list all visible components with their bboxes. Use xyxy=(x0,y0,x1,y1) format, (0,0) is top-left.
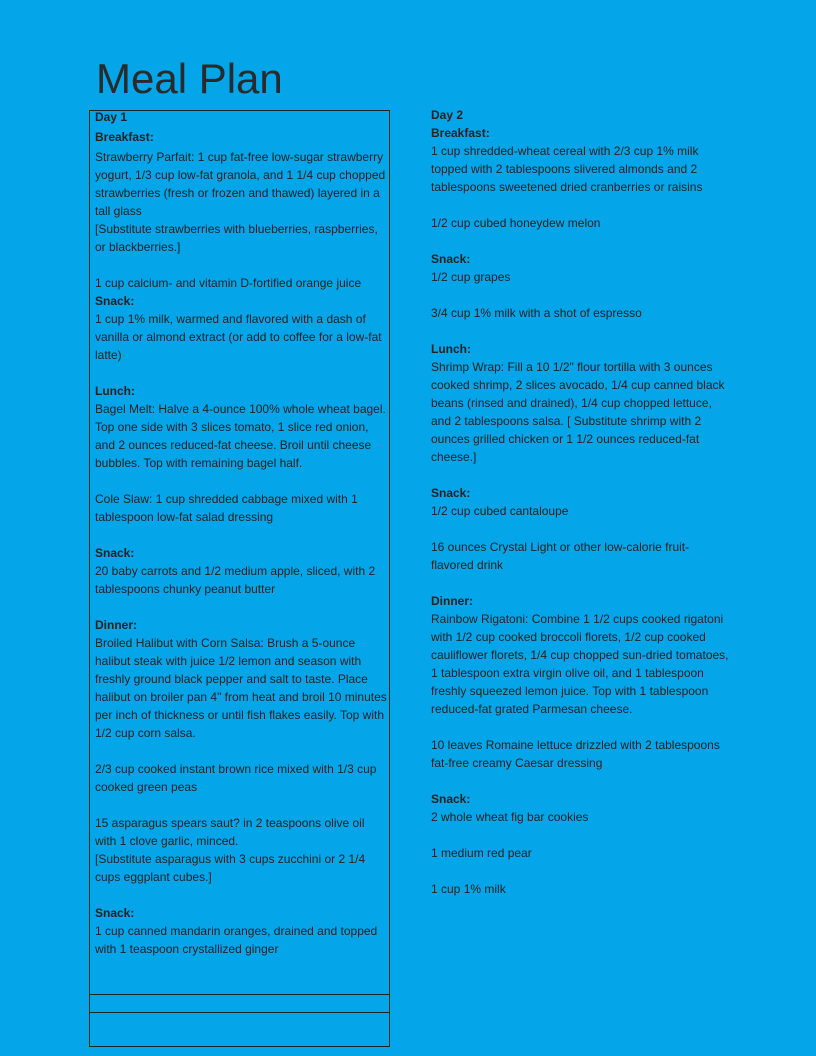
breakfast-item: 1/2 cup cubed honeydew melon xyxy=(431,216,601,230)
snack-item: 1/2 cup cubed cantaloupe xyxy=(431,504,569,518)
breakfast-item: 1 cup calcium- and vitamin D-fortified orange juice xyxy=(95,276,362,290)
table-row-divider xyxy=(90,1012,389,1013)
snack-item: 16 ounces Crystal Light or other low-calorie fruit-flavored drink xyxy=(431,540,690,572)
snack-item: 1 cup 1% milk, warmed and flavored with a dash of vanilla or almond extract (or add to coffee for a low-fat latte) xyxy=(95,312,382,362)
breakfast-heading: Breakfast: xyxy=(95,130,154,144)
day1-column xyxy=(95,108,387,958)
lunch-item: Bagel Melt: Halve a 4-ounce 100% whole wheat bagel. Top one side with 3 slices tomato, 1 slice red onion, and 2 ounces reduced-fat cheese. Broil until cheese bubbles. Top with remaining bagel half. xyxy=(95,402,386,470)
lunch-item: Cole Slaw: 1 cup shredded cabbage mixed with 1 tablespoon low-fat salad dressing xyxy=(95,492,358,524)
page-title: Meal Plan xyxy=(96,55,283,102)
snack-item: 1 cup canned mandarin oranges, drained and topped with 1 teaspoon crystallized ginger xyxy=(95,924,378,956)
dinner-item: Broiled Halibut with Corn Salsa: Brush a 5-ounce halibut steak with juice 1/2 lemon and season with freshly ground black pepper and salt to taste. Place halibut on broiler pan 4" from heat and broil 10 minutes per inch of thickness or until fish flakes easily. Top with 1/2 cup corn salsa. xyxy=(95,636,387,740)
dinner-item: 10 leaves Romaine lettuce drizzled with 2 tablespoons fat-free creamy Caesar dressing xyxy=(431,738,720,770)
day2-column xyxy=(431,106,731,898)
snack-heading: Snack: xyxy=(431,792,471,806)
snack-heading: Snack: xyxy=(95,294,135,308)
snack-item: 3/4 cup 1% milk with a shot of espresso xyxy=(431,306,642,320)
snack-item: 1 cup 1% milk xyxy=(431,882,506,896)
snack-item: 20 baby carrots and 1/2 medium apple, sliced, with 2 tablespoons chunky peanut butter xyxy=(95,564,376,596)
snack-heading: Snack: xyxy=(95,906,135,920)
dinner-item: 2/3 cup cooked instant brown rice mixed with 1/3 cup cooked green peas xyxy=(95,762,377,794)
dinner-heading: Dinner: xyxy=(95,618,137,632)
lunch-heading: Lunch: xyxy=(431,342,471,356)
dinner-item: 15 asparagus spears saut? in 2 teaspoons olive oil with 1 clove garlic, minced. [Substitute asparagus with 3 cups zucchini or 2 1/4 cups eggplant cubes.] xyxy=(95,816,366,884)
table-row-divider xyxy=(90,994,389,995)
breakfast-item: 1 cup shredded-wheat cereal with 2/3 cup 1% milk topped with 2 tablespoons slivered almonds and 2 tablespoons sweetened dried cranberries or raisins xyxy=(431,144,703,194)
snack-heading: Snack: xyxy=(95,546,135,560)
day-label: Day 1 xyxy=(95,110,128,124)
snack-heading: Snack: xyxy=(431,252,471,266)
snack-item: 2 whole wheat fig bar cookies xyxy=(431,810,589,824)
snack-item: 1/2 cup grapes xyxy=(431,270,511,284)
lunch-item: Shrimp Wrap: Fill a 10 1/2" flour tortilla with 3 ounces cooked shrimp, 2 slices avocado, 1/4 cup canned black beans (rinsed and drained), 1/4 cup chopped lettuce, and 2 tablespoons salsa. [ Substitute shrimp with 2 ounces grilled chicken or 1 1/2 ounces reduced-fat cheese.] xyxy=(431,360,725,464)
dinner-heading: Dinner: xyxy=(431,594,473,608)
day-label: Day 2 xyxy=(431,108,464,122)
breakfast-heading: Breakfast: xyxy=(431,126,490,140)
lunch-heading: Lunch: xyxy=(95,384,135,398)
snack-heading: Snack: xyxy=(431,486,471,500)
snack-item: 1 medium red pear xyxy=(431,846,532,860)
breakfast-item: Strawberry Parfait: 1 cup fat-free low-sugar strawberry yogurt, 1/3 cup low-fat granola, and 1 1/4 cup chopped strawberries (fresh or frozen and thawed) layered in a tall glass [Substitute strawberries with blueberries, raspberries, or blackberries.] xyxy=(95,150,386,254)
dinner-item: Rainbow Rigatoni: Combine 1 1/2 cups cooked rigatoni with 1/2 cup cooked broccoli florets, 1/2 cup cooked cauliflower florets, 1/4 cup chopped sun-dried tomatoes, 1 tablespoon extra virgin olive oil, and 1 tablespoon freshly squeezed lemon juice. Top with 1 tablespoon reduced-fat grated Parmesan cheese. xyxy=(431,612,729,716)
